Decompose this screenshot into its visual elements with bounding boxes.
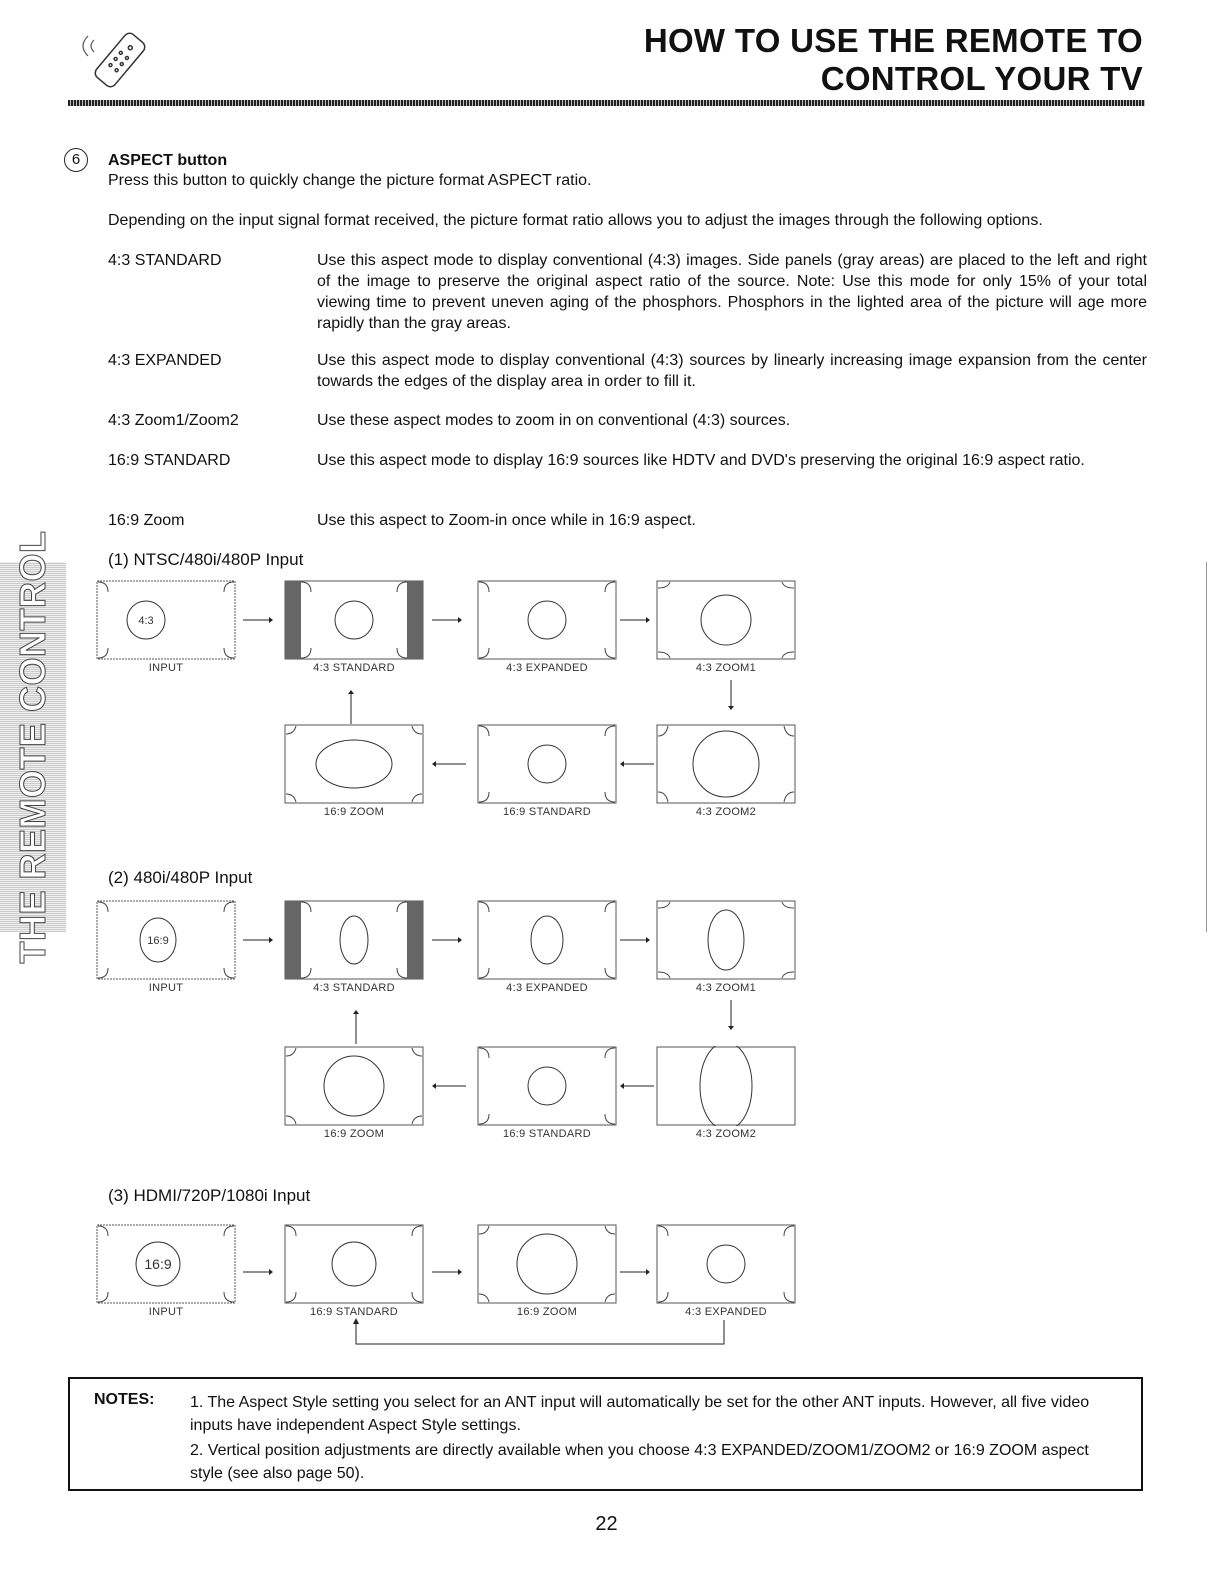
side-tab-label: THE REMOTE CONTROL: [12, 530, 53, 964]
option-name: 4:3 EXPANDED: [108, 352, 222, 369]
screen-caption: INPUT: [148, 982, 184, 994]
screen-caption: 4:3 EXPANDED: [685, 1306, 767, 1318]
screen-caption: INPUT: [148, 662, 184, 674]
screen-caption: 16:9 ZOOM: [516, 1306, 578, 1318]
screen-16-9-standard: [477, 724, 617, 804]
side-tab: [0, 530, 66, 964]
option-desc: Use this aspect mode to display conventional (4:3) images. Side panels (gray areas) are placed to the left and right of the image to preserve the original aspect ratio of the source. Note: Use this mode for only 15% of your total viewing time to prevent uneven aging of the phosphors. Phosphors in the lighted area of the picture will age more rapidly than the gray areas.: [317, 252, 1147, 332]
screen-16-9-standard: [284, 1224, 424, 1304]
screen-caption: 4:3 STANDARD: [313, 662, 395, 674]
screen-caption: 4:3 ZOOM1: [695, 662, 757, 674]
screen-caption: INPUT: [148, 1306, 184, 1318]
page-number: 22: [595, 1513, 618, 1535]
screen-4-3-zoom2: [656, 724, 796, 804]
section-heading: (1) NTSC/480i/480P Input: [108, 550, 304, 569]
option-name: 4:3 Zoom1/Zoom2: [108, 412, 239, 429]
option-desc: Use this aspect mode to display conventional (4:3) sources by linearly increasing image expansion from the center towards the edges of the display area in order to fill it.: [317, 352, 1147, 390]
screen-caption: 4:3 STANDARD: [313, 982, 395, 994]
input-ratio-label: 4:3: [138, 615, 154, 627]
screen-4-3-expanded: [656, 1224, 796, 1304]
section-heading: (3) HDMI/720P/1080i Input: [108, 1186, 311, 1205]
option-name: 4:3 STANDARD: [108, 252, 222, 269]
arrow-up-icon: [350, 1010, 362, 1044]
screen-4-3-expanded: [477, 580, 617, 660]
screen-input: [96, 900, 236, 980]
arrow-right-icon: [432, 934, 462, 946]
arrow-right-icon: [432, 1266, 462, 1278]
arrow-right-icon: [432, 614, 462, 626]
screen-4-3-standard: [284, 900, 424, 980]
arrow-down-icon: [725, 680, 737, 710]
aspect-intro-line: Press this button to quickly change the picture format ASPECT ratio.: [108, 172, 592, 189]
arrow-left-icon: [432, 1080, 466, 1092]
option-name: 16:9 Zoom: [108, 512, 185, 529]
screen-caption: 16:9 ZOOM: [323, 806, 385, 818]
note-item: 1. The Aspect Style setting you select for an ANT input will automatically be set for the other ANT inputs. However, all five video inputs have independent Aspect Style settings.: [190, 1394, 1090, 1434]
arrow-left-icon: [432, 758, 466, 770]
screen-caption: 16:9 STANDARD: [502, 1128, 592, 1140]
screen-4-3-zoom2: [656, 1046, 796, 1126]
arrow-left-icon: [620, 1080, 654, 1092]
option-desc: Use these aspect modes to zoom in on conventional (4:3) sources.: [317, 412, 791, 429]
screen-caption: 4:3 EXPANDED: [506, 662, 588, 674]
header-rule: [68, 100, 1145, 106]
option-desc: Use this aspect to Zoom-in once while in 16:9 aspect.: [317, 512, 696, 529]
screen-caption: 4:3 ZOOM2: [695, 806, 757, 818]
screen-4-3-zoom1: [656, 580, 796, 660]
screen-4-3-standard: [284, 580, 424, 660]
screen-16-9-standard: [477, 1046, 617, 1126]
arrow-right-icon: [620, 934, 650, 946]
screen-input: [96, 580, 236, 660]
input-ratio-label: 16:9: [144, 1256, 172, 1272]
page-title-line2: CONTROL YOUR TV: [820, 60, 1143, 97]
item-number-marker: 6: [64, 148, 88, 172]
screen-caption: 4:3 EXPANDED: [506, 982, 588, 994]
screen-16-9-zoom: [284, 724, 424, 804]
option-name: 16:9 STANDARD: [108, 452, 231, 469]
screen-caption: 4:3 ZOOM1: [695, 982, 757, 994]
arrow-right-icon: [243, 934, 273, 946]
screen-caption: 4:3 ZOOM2: [695, 1128, 757, 1140]
input-ratio-label: 16:9: [147, 935, 169, 947]
arrow-right-icon: [243, 614, 273, 626]
option-desc: Use this aspect mode to display 16:9 sources like HDTV and DVD's preserving the original 16:9 aspect ratio.: [317, 452, 1085, 469]
aspect-intro-line2: Depending on the input signal format received, the picture format ratio allows you to adjust the images through the following options.: [108, 212, 1043, 229]
arrow-right-icon: [620, 1266, 650, 1278]
arrow-down-icon: [725, 1000, 737, 1030]
screen-input: [96, 1224, 236, 1304]
arrow-right-icon: [243, 1266, 273, 1278]
screen-4-3-zoom1: [656, 900, 796, 980]
note-item: 2. Vertical position adjustments are directly available when you choose 4:3 EXPANDED/ZOOM1/ZOOM2 or 16:9 ZOOM aspect style (see also page 50).: [190, 1442, 1089, 1482]
section-heading: (2) 480i/480P Input: [108, 868, 253, 887]
arrow-right-icon: [620, 614, 650, 626]
return-arrow-icon: [350, 1318, 730, 1348]
arrow-up-icon: [345, 690, 357, 724]
remote-control-icon: [80, 30, 160, 90]
screen-4-3-expanded: [477, 900, 617, 980]
screen-16-9-zoom: [477, 1224, 617, 1304]
screen-caption: 16:9 STANDARD: [309, 1306, 399, 1318]
aspect-heading: ASPECT button: [108, 152, 228, 169]
screen-16-9-zoom: [284, 1046, 424, 1126]
arrow-left-icon: [620, 758, 654, 770]
screen-caption: 16:9 STANDARD: [502, 806, 592, 818]
notes-box: [68, 1377, 1143, 1491]
page-title-line1: HOW TO USE THE REMOTE TO: [643, 22, 1143, 59]
notes-label: NOTES:: [94, 1391, 155, 1408]
right-edge-line: [1206, 562, 1207, 932]
screen-caption: 16:9 ZOOM: [323, 1128, 385, 1140]
